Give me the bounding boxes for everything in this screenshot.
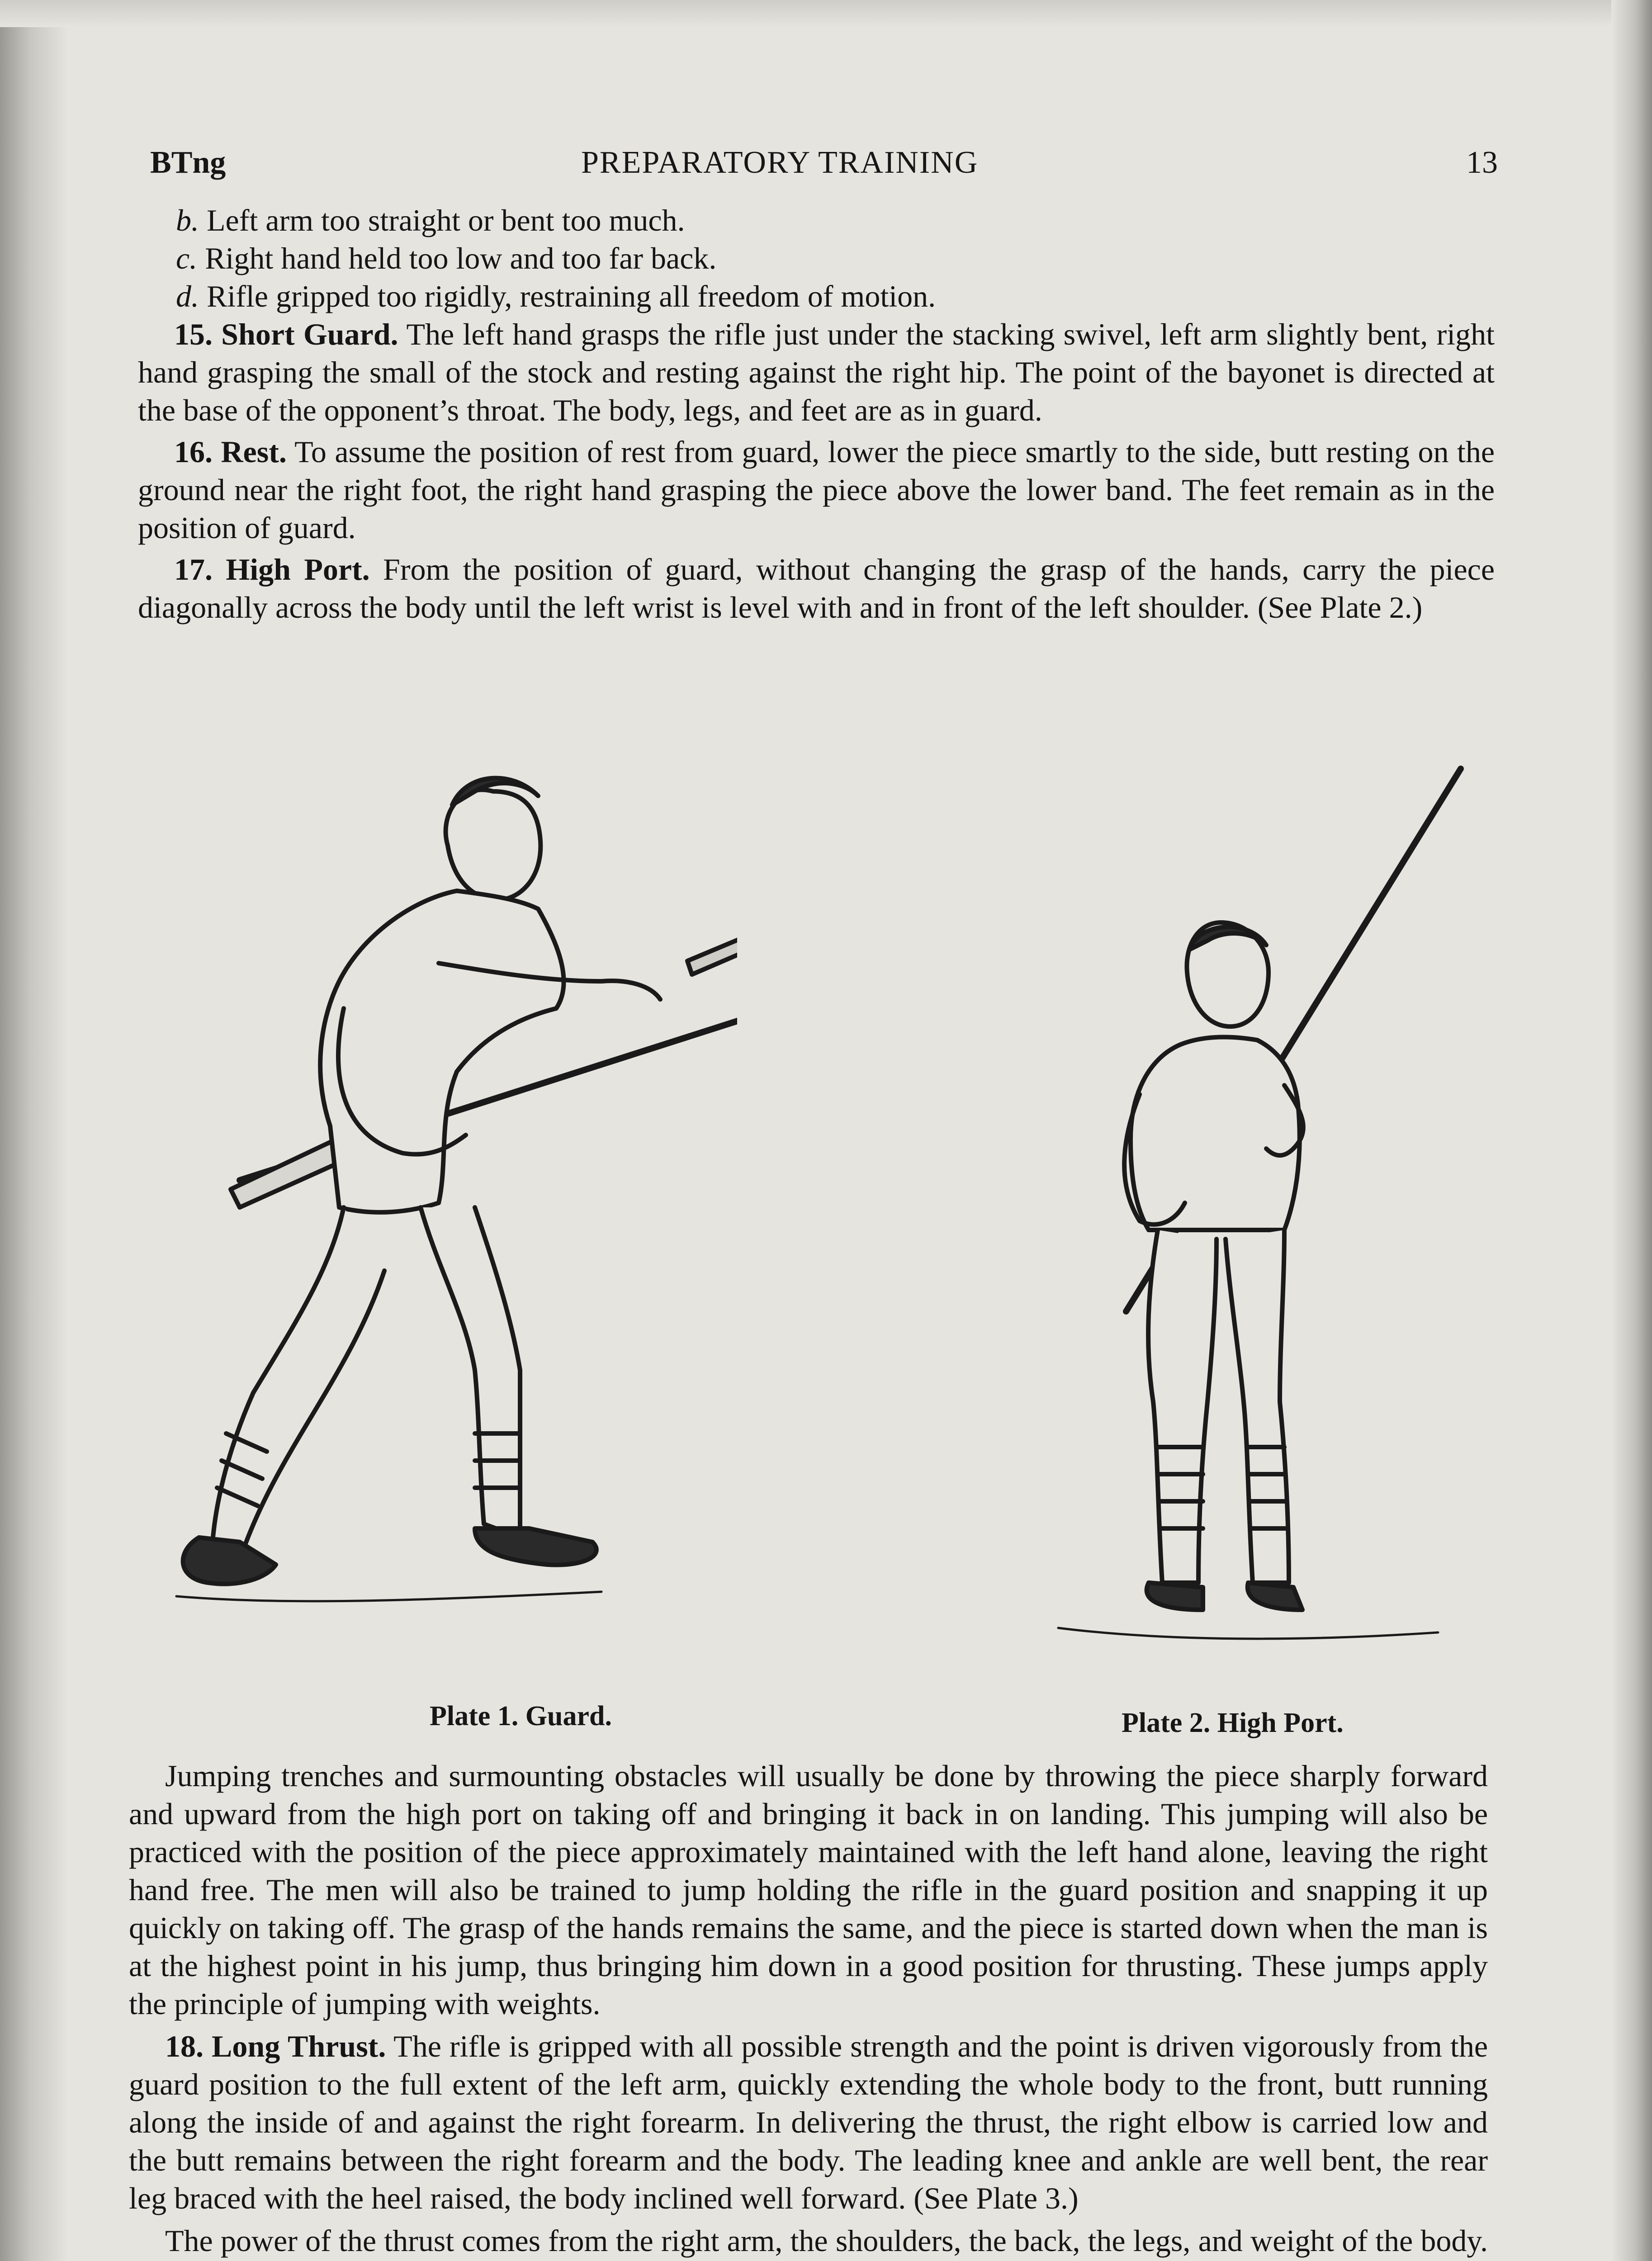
paragraph-jumping: Jumping trenches and surmounting obstacles will usually be done by throwing the piece sharply forward and upward from the high port on taking off and bringing it back in on landing. This jumping will also be practiced with the position of the piece approximately maintained with the left hand alone, leaving the right hand free. The men will also be trained to jump holding the rifle in the guard position and snapping it up quickly on taking off. The grasp of the hands remains the same, and the piece is started down when the man is at the highest point in his jump, thus bringing him down in a good position for thrusting. These jumps apply the principle of jumping with weights. — [129, 1759, 1488, 2021]
page-gutter-shadow — [0, 0, 68, 2261]
running-head-left: BTng — [150, 145, 226, 180]
paragraph-power: The power of the thrust comes from the right arm, the shoulders, the back, the legs, and weight of the body. — [165, 2223, 1488, 2258]
bottom-text-block — [129, 1757, 1488, 2261]
plate2-high-port-illustration — [1031, 742, 1483, 1682]
page-top-shadow — [0, 0, 1652, 27]
section-short-guard: 15. Short Guard. The left hand grasps the rifle just under the stacking swivel, left arm slightly bent, right hand grasping the small of the stock and resting against the right hip. The point of the bayonet is directed at the base of the opponent’s throat. The body, legs, and feet are as in guard. — [138, 317, 1495, 427]
top-text-block — [138, 201, 1495, 626]
list-item: c. Right hand held too low and too far back. — [176, 241, 717, 275]
page-right-edge — [1611, 0, 1652, 2261]
plate1-guard-illustration — [149, 728, 737, 1632]
list-item: b. Left arm too straight or bent too much. — [176, 203, 685, 237]
running-head-title: PREPARATORY TRAINING — [581, 145, 979, 180]
section-rest: 16. Rest. To assume the position of rest from guard, lower the piece smartly to the side, butt resting on the ground near the right foot, the right hand grasping the piece above the lower band. The feet remain as in the position of guard. — [138, 435, 1495, 545]
section-long-thrust: 18. Long Thrust. The rifle is gripped with all possible strength and the point is driven vigorously from the guard position to the full extent of the left arm, quickly extending the whole body to the front, butt running along the inside of and against the right forearm. In delivering the thrust, the right elbow is carried low and the butt remains between the right forearm and the body. The leading knee and ankle are well bent, the rear leg braced with the heel raised, the body inclined well forward. (See Plate 3.) — [129, 2029, 1488, 2215]
plate2-caption: Plate 2. High Port. — [1122, 1708, 1344, 1738]
page-number: 13 — [1466, 145, 1498, 180]
list-item: d. Rifle gripped too rigidly, restraining all freedom of motion. — [176, 279, 936, 313]
plate1-caption: Plate 1. Guard. — [430, 1701, 612, 1731]
section-high-port: 17. High Port. From the position of guard, without changing the grasp of the hands, carry the piece diagonally across the body until the left wrist is level with and in front of the left shoulder. (See Plate 2.) — [138, 552, 1495, 624]
